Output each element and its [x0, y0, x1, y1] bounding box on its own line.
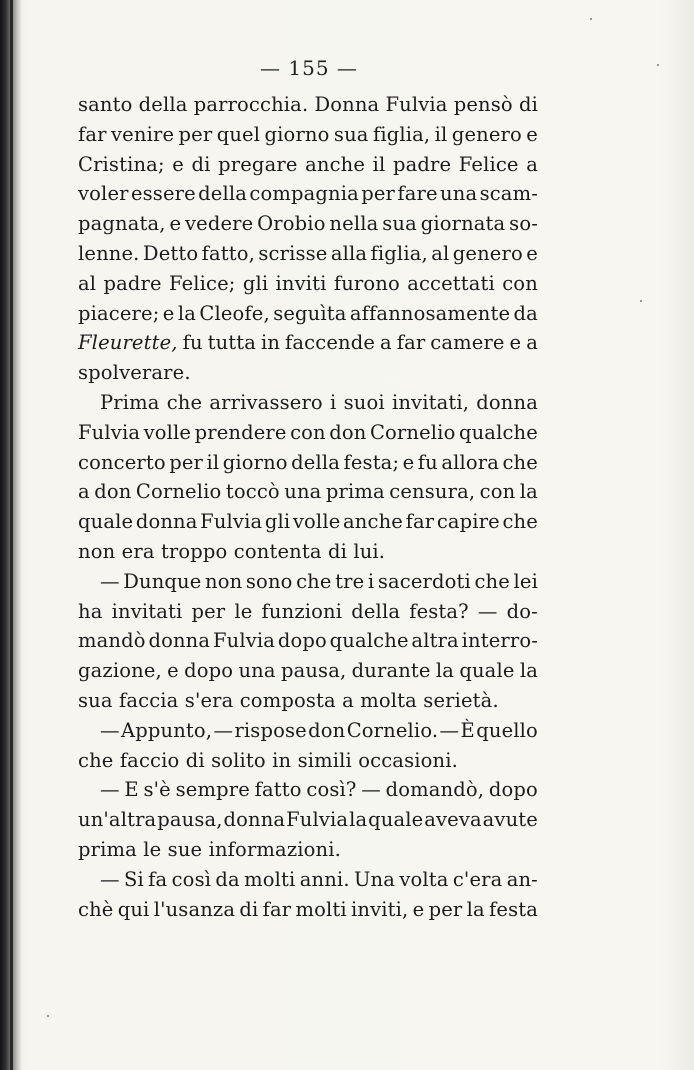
word: che [296, 569, 332, 593]
word: della [138, 93, 188, 116]
word: fatto [254, 778, 302, 802]
word: donna [476, 390, 538, 414]
word: padre [393, 152, 452, 176]
word: Cristina; [78, 152, 165, 176]
word: inviti [275, 271, 327, 295]
word: e [526, 241, 538, 265]
word: festa [489, 897, 538, 921]
word: al [78, 271, 97, 295]
word: a [526, 152, 538, 176]
text-line [78, 537, 538, 567]
word: e [509, 331, 522, 355]
word: a [78, 480, 90, 504]
word: quel [216, 122, 261, 146]
word: venire [111, 122, 175, 146]
word: donna [135, 510, 198, 534]
word: Fulvia [212, 629, 276, 653]
text-line [78, 358, 538, 388]
word: quale [368, 808, 424, 832]
text-line [78, 418, 538, 448]
word: pregare [218, 152, 298, 176]
word: anche [343, 510, 403, 534]
word: il [434, 122, 448, 146]
word: Si [123, 867, 144, 891]
word: far [78, 122, 107, 146]
word: e [169, 212, 182, 236]
text-line-content: sua faccia s'era composta a molta serietà. [78, 688, 499, 712]
word: furono [333, 271, 400, 295]
text-line [78, 239, 538, 269]
word: sempre [175, 778, 250, 802]
word: gli [264, 510, 291, 534]
word: e [526, 122, 538, 146]
word: figlia, [370, 241, 428, 265]
word: scam- [479, 182, 538, 206]
text-line [78, 120, 538, 150]
word: camere [430, 331, 505, 355]
word: qualche [329, 629, 409, 653]
text-line-content: che faccio di solito in simili occasioni. [78, 748, 458, 772]
word: con [502, 271, 538, 295]
word: vedere [185, 212, 254, 236]
word: Dunque [123, 569, 202, 593]
word: lenne. [78, 241, 140, 265]
word: faccende [285, 331, 376, 355]
text-line [78, 328, 538, 358]
word: sua [382, 212, 417, 236]
word: genero [452, 241, 523, 265]
word: far [396, 331, 426, 355]
word: Donna [314, 93, 380, 116]
word: prendere [194, 420, 287, 444]
text-line [78, 775, 538, 805]
text-line [78, 507, 538, 537]
text-line-content: spolverare. [78, 361, 191, 385]
word: fa [148, 867, 168, 891]
text-line [78, 746, 538, 776]
text-line [78, 835, 538, 865]
word: la [349, 808, 368, 832]
word: mandò [78, 629, 146, 653]
word: e [402, 450, 415, 474]
paper-speck [640, 300, 642, 302]
word: quello [476, 718, 538, 742]
word: censura, [389, 480, 476, 504]
word: un'altra [78, 808, 157, 832]
text-line [78, 597, 538, 627]
word: anche [305, 152, 366, 176]
word: della [198, 182, 248, 206]
word: così? [306, 778, 357, 802]
page-number: — 155 — [260, 56, 358, 80]
word: Felice; [168, 271, 236, 295]
word: rispose [234, 718, 307, 742]
text-line-content: non era troppo contenta di lui. [78, 539, 386, 563]
word: gazione, [78, 659, 162, 683]
word: prima [325, 480, 385, 504]
word: toccò [225, 480, 280, 504]
word: fare [397, 182, 438, 206]
word: santo [78, 93, 133, 116]
word: domandò, [385, 778, 485, 802]
word: fu [182, 331, 203, 355]
word: per [361, 182, 396, 206]
word: alla [330, 241, 368, 265]
word: al [431, 241, 450, 265]
word: figlia, [372, 122, 431, 146]
text-line [78, 477, 538, 507]
word: Cleofe, [199, 301, 270, 325]
word: donna [148, 629, 211, 653]
binding-shadow [10, 0, 13, 1070]
text-line [78, 388, 538, 418]
word: la [519, 659, 538, 683]
word: — [477, 599, 498, 623]
word: della [291, 450, 341, 474]
word: anni. [299, 867, 350, 891]
word: Appunto, [120, 718, 213, 742]
word: che [502, 510, 538, 534]
word: — [100, 778, 120, 802]
word: e [162, 301, 175, 325]
word: sua [333, 122, 369, 146]
word: fatto, [201, 241, 255, 265]
text-line [78, 895, 538, 925]
text-line [78, 90, 538, 120]
text-line [78, 269, 538, 299]
word: E [124, 778, 139, 802]
word: che [474, 569, 510, 593]
word: per [428, 897, 463, 921]
word: una [440, 182, 478, 206]
text-line-content: prima le sue informazioni. [78, 837, 341, 861]
text-line [78, 179, 538, 209]
word: qualche [458, 420, 538, 444]
word: con [479, 480, 516, 504]
word: per [191, 599, 226, 623]
text-line [78, 686, 538, 716]
word: voler [78, 182, 129, 206]
word: giorno [264, 122, 330, 146]
word: Fulvia [78, 420, 141, 444]
word: — [361, 778, 381, 802]
word: Detto [142, 241, 199, 265]
word: capire [436, 510, 500, 534]
word: piacere; [78, 301, 160, 325]
word: la [435, 659, 455, 683]
word: donna [223, 808, 286, 832]
word: inviti, [351, 897, 409, 921]
word: — [439, 718, 460, 742]
word: il [372, 152, 386, 176]
word: Cornelio [135, 480, 222, 504]
text-line [78, 865, 538, 895]
text-line [78, 656, 538, 686]
word: dopo [277, 629, 327, 653]
word: con [290, 420, 326, 444]
word: parrocchia. [193, 93, 309, 116]
paper-speck [590, 18, 592, 20]
word: e [172, 152, 184, 176]
word: pausa, [280, 659, 347, 683]
word: accettati [407, 271, 495, 295]
word: suoi [343, 390, 385, 414]
word: che [166, 390, 203, 414]
word: una [284, 480, 322, 504]
word: sono [245, 569, 293, 593]
word: don [308, 718, 346, 742]
word: Cornelio [369, 420, 456, 444]
word: di [239, 897, 259, 921]
word: molti [295, 897, 347, 921]
word: don [329, 420, 367, 444]
word: giorno [222, 450, 288, 474]
word: s'è [143, 778, 171, 802]
word: far [405, 510, 435, 534]
word: Prima [100, 390, 160, 414]
word: di [191, 152, 211, 176]
word: dopo [488, 778, 538, 802]
word: quale [78, 510, 134, 534]
word: così [171, 867, 212, 891]
word: quale [459, 659, 515, 683]
word: in [260, 331, 281, 355]
word: a [526, 331, 538, 355]
italic-word: Fleurette, [78, 331, 178, 355]
word: da [513, 301, 538, 325]
word: qui [117, 897, 150, 921]
word: Fulvia [385, 93, 448, 116]
word: — [100, 569, 120, 593]
word: — [213, 718, 234, 742]
word: durante [351, 659, 431, 683]
word: pausa, [157, 808, 223, 832]
word: c'era [452, 867, 503, 891]
word: i [330, 390, 337, 414]
word: festa; [343, 450, 400, 474]
word: e [167, 659, 179, 683]
word: gli [242, 271, 269, 295]
word: concerto [78, 450, 166, 474]
word: don [94, 480, 132, 504]
word: Una [353, 867, 396, 891]
word: compagnia [249, 182, 359, 206]
word: da [215, 867, 240, 891]
word: scrisse [258, 241, 328, 265]
word: È [460, 718, 475, 742]
word: padre [103, 271, 162, 295]
word: la [177, 301, 197, 325]
word: chè [78, 897, 114, 921]
word: volle [143, 420, 192, 444]
word: tutta [207, 331, 257, 355]
text-line [78, 626, 538, 656]
word: le [234, 599, 253, 623]
text-line [78, 209, 538, 239]
word: Orobio [257, 212, 326, 236]
word: giornata [420, 212, 506, 236]
paper-speck [47, 1015, 49, 1017]
word: lei [513, 569, 538, 593]
word: ha [78, 599, 103, 623]
word: la [519, 480, 538, 504]
word: an- [506, 867, 538, 891]
word: Fulvia [200, 510, 263, 534]
word: dopo [184, 659, 234, 683]
word: che [502, 450, 538, 474]
word: e [412, 897, 425, 921]
word: seguìta [273, 301, 347, 325]
word: il [206, 450, 220, 474]
word: per [169, 450, 204, 474]
word: pensò [453, 93, 513, 116]
word: festa? [409, 599, 469, 623]
word: altra [411, 629, 459, 653]
word: funzioni [261, 599, 343, 623]
word: non [205, 569, 243, 593]
word: pagnata, [78, 212, 166, 236]
word: la [466, 897, 485, 921]
word: della [351, 599, 401, 623]
word: — [100, 718, 120, 742]
word: Felice [458, 152, 519, 176]
word: volta [399, 867, 449, 891]
word: nella [329, 212, 379, 236]
paper-speck [657, 64, 659, 66]
word: molti [244, 867, 296, 891]
word: so- [509, 212, 538, 236]
word: far [262, 897, 292, 921]
word: aveva [424, 808, 482, 832]
word: allora [441, 450, 500, 474]
text-line [78, 299, 538, 329]
word: volle [292, 510, 341, 534]
word: a [379, 331, 392, 355]
word: sacerdoti [377, 569, 471, 593]
word: genero [451, 122, 522, 146]
word: l'usanza [153, 897, 236, 921]
word: interro- [461, 629, 538, 653]
word: — [100, 867, 120, 891]
text-line [78, 716, 538, 746]
word: una [238, 659, 276, 683]
word: di [518, 93, 538, 116]
word: invitati, [391, 390, 470, 414]
word: tre [335, 569, 365, 593]
word: i [367, 569, 375, 593]
word: do- [506, 599, 538, 623]
text-line [78, 448, 538, 478]
text-line [78, 150, 538, 180]
word: Cornelio. [346, 718, 439, 742]
word: essere [130, 182, 196, 206]
word: per [178, 122, 213, 146]
text-line [78, 805, 538, 835]
word: fu [417, 450, 438, 474]
text-line [78, 567, 538, 597]
word: Fulvia [286, 808, 349, 832]
body-text [78, 90, 538, 924]
word: affannosamente [349, 301, 511, 325]
word: avute [482, 808, 538, 832]
word: arrivassero [209, 390, 323, 414]
word: invitati [111, 599, 183, 623]
